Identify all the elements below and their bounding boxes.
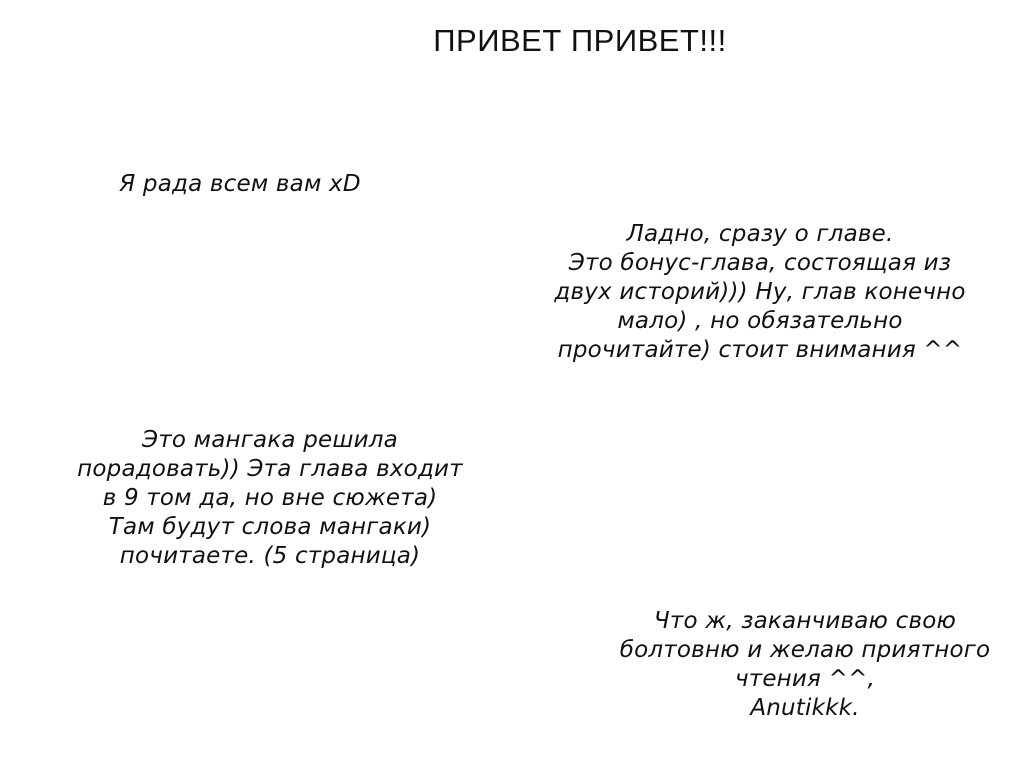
page-title: ПРИВЕТ ПРИВЕТ!!! — [433, 23, 727, 58]
mangaka-note-line: Там будут слова мангаки) — [108, 514, 432, 540]
closing-note-line: болтовню и желаю приятного — [619, 637, 991, 663]
greeting-text: Я рада всем вам xD — [119, 171, 361, 197]
closing-note-line: Что ж, заканчиваю свою — [653, 608, 957, 634]
mangaka-note — [40, 426, 500, 571]
chapter-note-line: Это бонус-глава, состоящая из — [568, 250, 952, 276]
chapter-note-line: Ладно, сразу о главе. — [626, 221, 894, 247]
closing-note — [560, 607, 1024, 723]
mangaka-note-line: порадовать)) Эта глава входит — [77, 456, 463, 482]
closing-note-line: чтения ^^, — [734, 666, 876, 692]
closing-note-signature: Anutikkk. — [750, 695, 860, 721]
chapter-note-line: двух историй))) Ну, глав конечно — [554, 279, 966, 305]
mangaka-note-line: Это мангака решила — [142, 427, 398, 453]
mangaka-note-line: почитаете. (5 страница) — [119, 543, 421, 569]
chapter-note — [510, 220, 1010, 365]
mangaka-note-line: в 9 том да, но вне сюжета) — [102, 485, 438, 511]
chapter-note-line: прочитайте) стоит внимания ^^ — [557, 337, 963, 363]
chapter-note-line: мало) , но обязательно — [617, 308, 903, 334]
